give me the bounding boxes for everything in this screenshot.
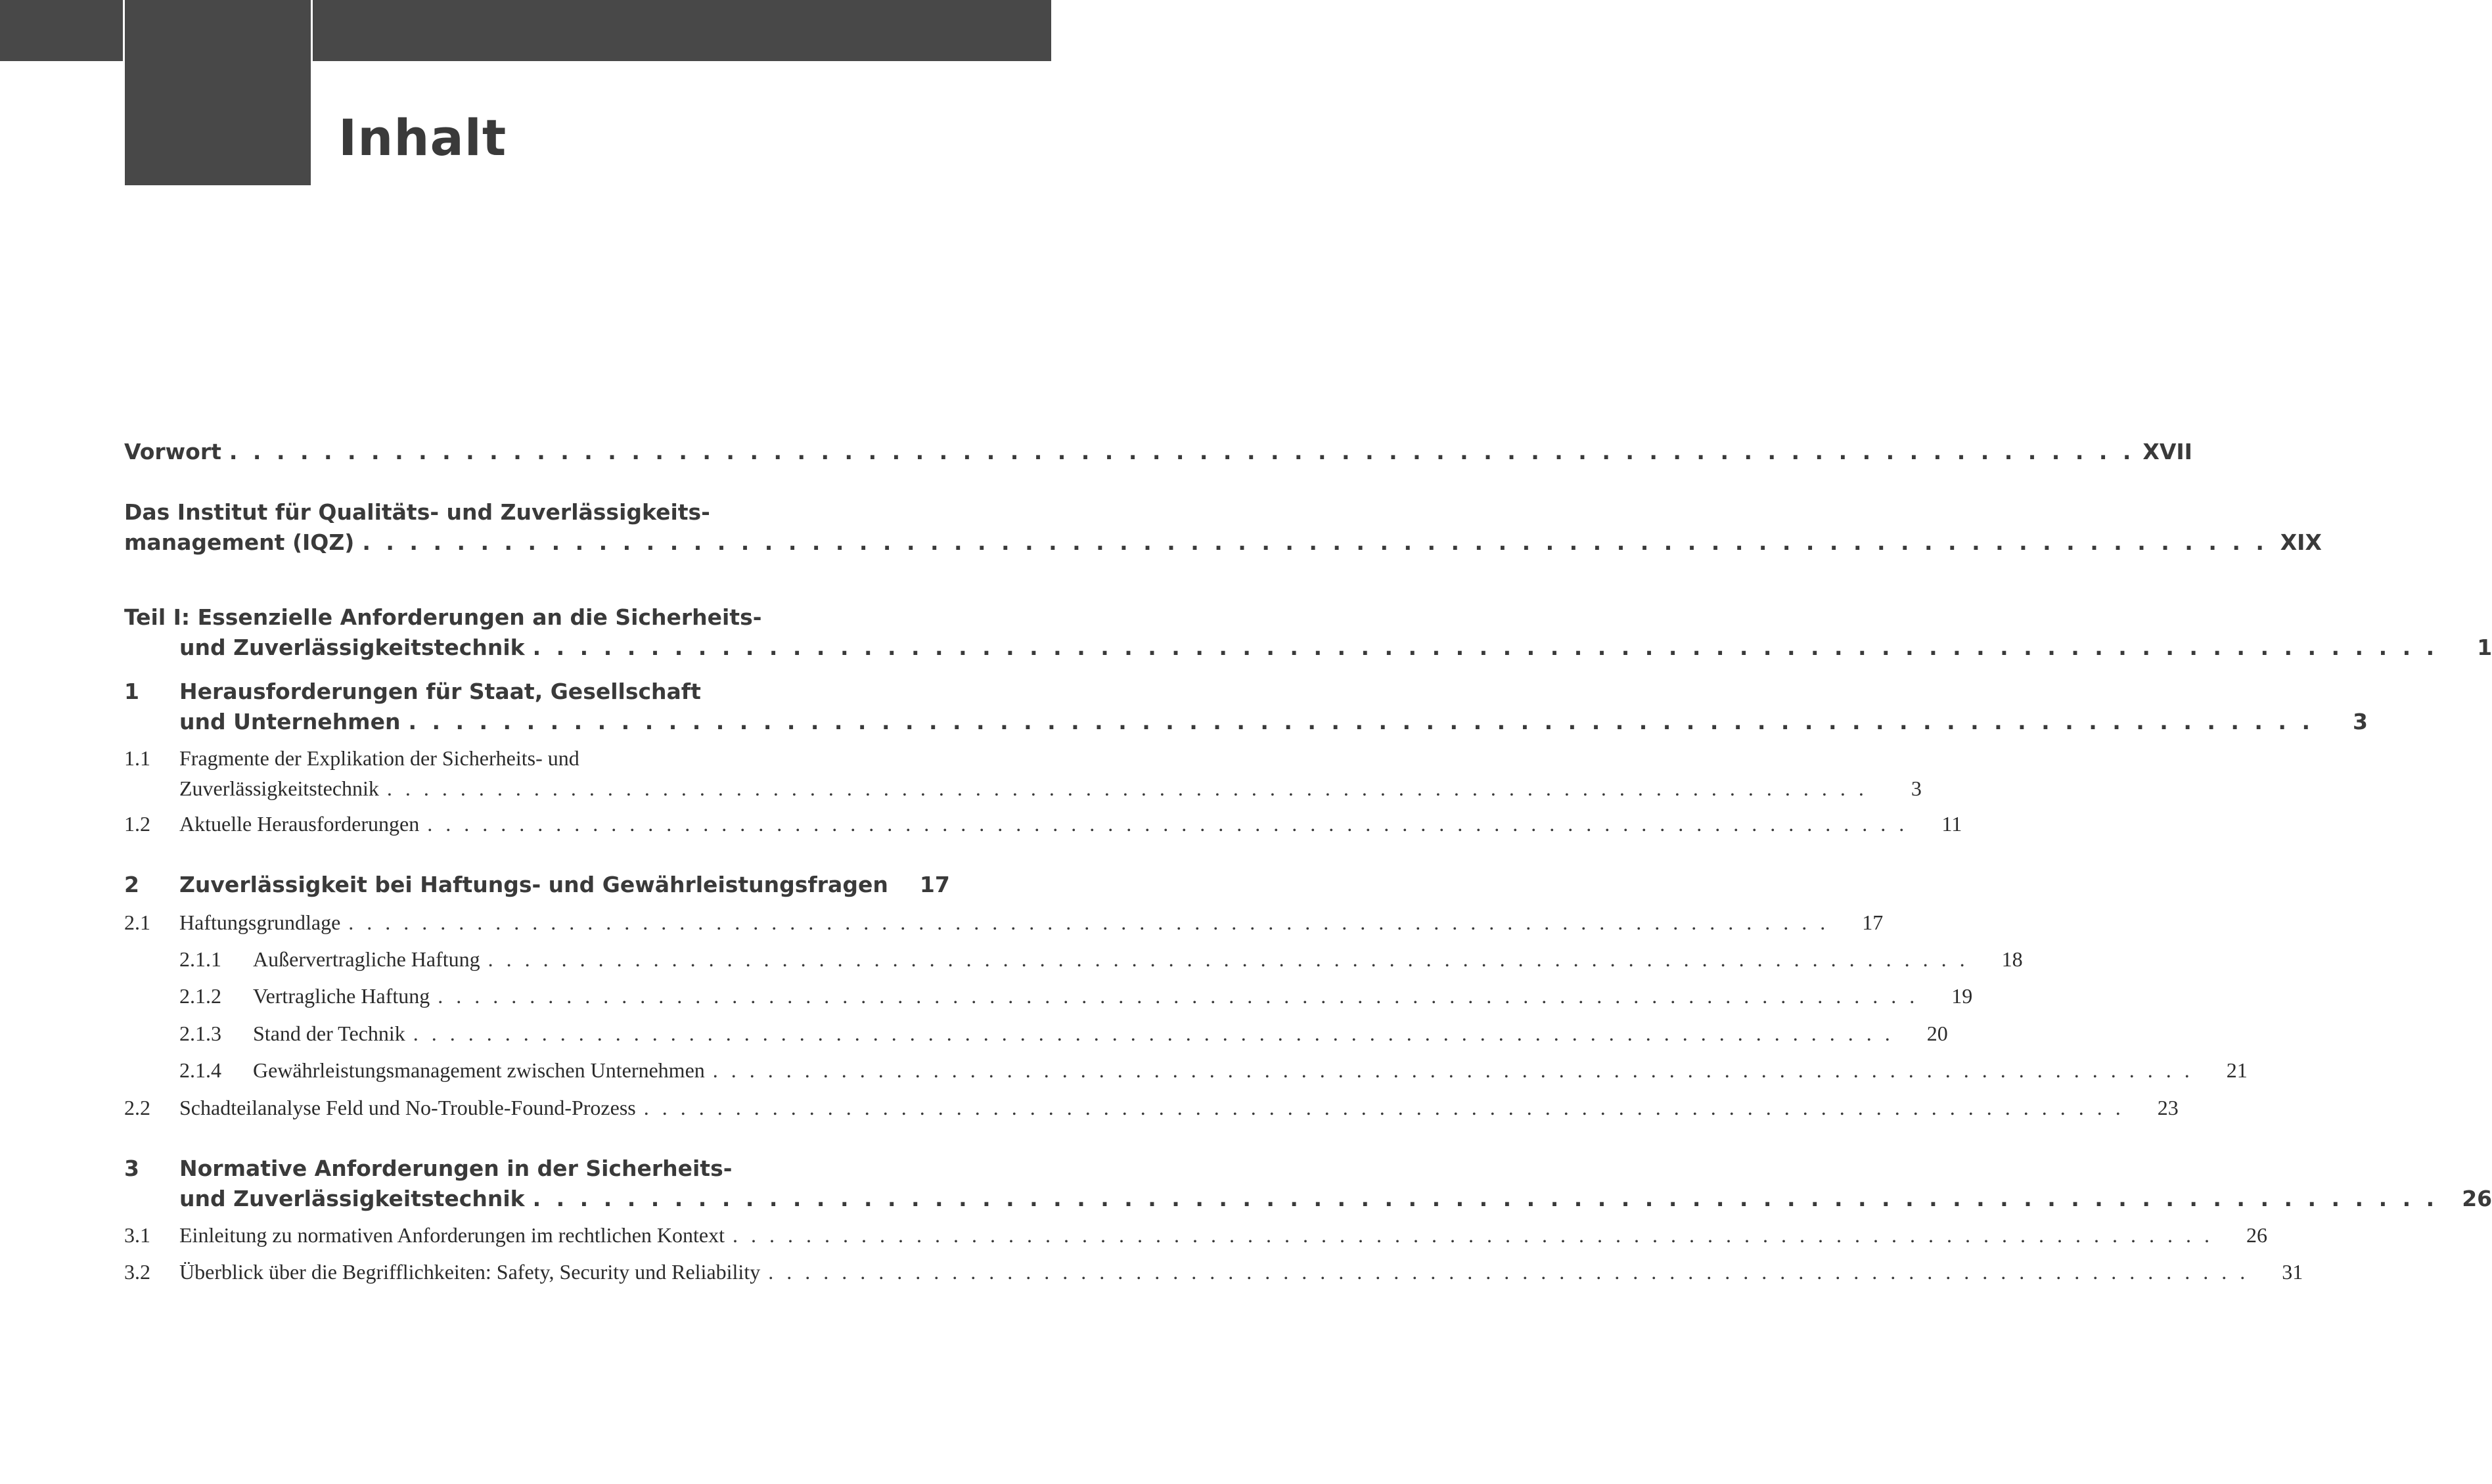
toc-number: 1 [124, 679, 139, 704]
toc-entry-2-1[interactable] [124, 911, 1884, 941]
toc-number: 3 [124, 1156, 139, 1181]
toc-label: Überblick über die Begrifflichkeiten: Safety, Security und Reliability [179, 1260, 761, 1284]
toc-entry-chapter-1[interactable] [124, 679, 2368, 739]
toc-label: und Zuverlässigkeitstechnik [179, 1186, 525, 1211]
toc-label: management (IQZ) [124, 529, 355, 555]
toc-label: Stand der Technik [253, 1022, 405, 1045]
toc-label: Vertragliche Haftung [253, 984, 430, 1008]
toc-label: Normative Anforderungen in der Sicherheits- [179, 1156, 733, 1181]
toc-entry-2-2[interactable] [124, 1096, 2179, 1126]
toc-entry-2-1-3[interactable] [124, 1022, 1948, 1052]
toc-number: 2.2 [124, 1096, 150, 1119]
toc-number: 2.1.2 [179, 984, 221, 1008]
dot-leader: . . . . . . . . . . . . . . . . . . . . . . . . . . . . . . . . . . . . . . . . . . . . . . . . . . . . . . . . . . . . . . . . . . . . . . . . . . . . . . . . . [712, 1058, 2194, 1082]
dot-leader: . . . . . . . . . . . . . . . . . . . . . . . . . . . . . . . . . . . . . . . . . . . . . . . . . . . . . . . . . . . . . . . . . . . . . . . . . . . . . . . . . [643, 1096, 2125, 1119]
toc-entry-1-1[interactable] [124, 746, 1922, 807]
toc-label: Schadteilanalyse Feld und No-Trouble-Found-Prozess [179, 1096, 636, 1119]
toc-number: 2.1.3 [179, 1022, 221, 1045]
toc-label: und Unternehmen [179, 709, 401, 734]
toc-label: Zuverlässigkeit bei Haftungs- und Gewährleistungsfragen [179, 872, 888, 897]
toc-entry-chapter-3[interactable] [124, 1156, 2492, 1216]
toc-page: XVII [2142, 439, 2192, 464]
toc-page: 20 [1926, 1022, 1948, 1045]
toc-label: Aktuelle Herausforderungen [179, 812, 420, 836]
toc-number: 3.2 [124, 1260, 150, 1284]
toc-page: 11 [1941, 812, 1962, 836]
dot-leader: . . . . . . . . . . . . . . . . . . . . . . . . . . . . . . . . . . . . . . . . . . . . . . . . . . . . . . . . . . . . . . . . . . . . . . . . . . . . . . . . . [532, 635, 2439, 660]
dot-leader: . . . . . . . . . . . . . . . . . . . . . . . . . . . . . . . . . . . . . . . . . . . . . . . . . . . . . . . . . . . . . . . . . . . . . . . . . . . . . . . . . [362, 529, 2268, 555]
dot-leader: . . . . . . . . . . . . . . . . . . . . . . . . . . . . . . . . . . . . . . . . . . . . . . . . . . . . . . . . . . . . . . . . . . . . . . . . . . . . . . . . . [427, 812, 1909, 836]
toc-entry-chapter-2[interactable] [124, 872, 950, 902]
toc-page: 3 [1911, 776, 1922, 800]
dot-leader: . . . . . . . . . . . . . . . . . . . . . . . . . . . . . . . . . . . . . . . . . . . . . . . . . . . . . . . . . . . . . . . . . . . . . . . . . . . . . . . . . [348, 911, 1830, 934]
toc-label: Haftungsgrundlage [179, 911, 341, 934]
dot-leader: . . . . . . . . . . . . . . . . . . . . . . . . . . . . . . . . . . . . . . . . . . . . . . . . . . . . . . . . . . . . . . . . . . . . . . . . . . . . . . . . . [413, 1022, 1894, 1045]
toc-label: Außervertragliche Haftung [253, 947, 480, 971]
toc-label: Teil I: Essenzielle Anforderungen an die Sicherheits- [124, 604, 762, 630]
toc-page: 26 [2246, 1223, 2267, 1247]
toc-label: Gewährleistungsmanagement zwischen Unternehmen [253, 1058, 705, 1082]
toc-number: 2 [124, 872, 139, 897]
toc-number: 2.1.4 [179, 1058, 221, 1082]
header-block [125, 0, 311, 185]
toc-entry-teil-1[interactable] [124, 604, 2492, 665]
toc-page: 17 [1862, 911, 1884, 934]
toc-page: 26 [2462, 1186, 2492, 1211]
toc-number: 1.2 [124, 812, 150, 836]
toc-number: 3.1 [124, 1223, 150, 1247]
toc-label: Zuverlässigkeitstechnik [179, 776, 379, 800]
toc-page: 23 [2157, 1096, 2179, 1119]
toc-label: Einleitung zu normativen Anforderungen im rechtlichen Kontext [179, 1223, 725, 1247]
toc-label: Vorwort [124, 439, 221, 464]
toc-page: 17 [919, 872, 950, 897]
header-bar-left [0, 0, 123, 61]
header-bar-right [313, 0, 1051, 61]
toc-entry-3-1[interactable] [124, 1223, 2267, 1253]
toc-entry-vorwort[interactable] [124, 439, 2192, 469]
toc-page: 31 [2282, 1260, 2303, 1284]
dot-leader: . . . . . . . . . . . . . . . . . . . . . . . . . . . . . . . . . . . . . . . . . . . . . . . . . . . . . . . . . . . . . . . . . . . . . . . . . . . . . . . . . [732, 1223, 2213, 1247]
toc-page: 18 [2001, 947, 2023, 971]
toc-page: 1 [2477, 635, 2492, 660]
toc-number: 2.1 [124, 911, 150, 934]
dot-leader: . . . . . . . . . . . . . . . . . . . . . . . . . . . . . . . . . . . . . . . . . . . . . . . . . . . . . . . . . . . . . . . . . . . . . . . . . . . . . . . . . [408, 709, 2314, 734]
toc-entry-institut[interactable] [124, 499, 2322, 560]
toc-entry-3-2[interactable] [124, 1260, 2303, 1290]
toc-label: Das Institut für Qualitäts- und Zuverlässigkeits- [124, 499, 710, 525]
dot-leader: . . . . . . . . . . . . . . . . . . . . . . . . . . . . . . . . . . . . . . . . . . . . . . . . . . . . . . . . . . . . . . . . . . . . . . . . . . . . . . . . . [386, 776, 1868, 800]
dot-leader: . . . . . . . . . . . . . . . . . . . . . . . . . . . . . . . . . . . . . . . . . . . . . . . . . . . . . . . . . . . . . . . . . . . . . . . . . . . . . . . . . [229, 439, 2135, 464]
toc-page: 21 [2226, 1058, 2248, 1082]
toc-entry-2-1-2[interactable] [124, 984, 1973, 1014]
dot-leader: . . . . . . . . . . . . . . . . . . . . . . . . . . . . . . . . . . . . . . . . . . . . . . . . . . . . . . . . . . . . . . . . . . . . . . . . . . . . . . . . . [532, 1186, 2439, 1211]
toc-entry-1-2[interactable] [124, 812, 1962, 842]
dot-leader: . . . . . . . . . . . . . . . . . . . . . . . . . . . . . . . . . . . . . . . . . . . . . . . . . . . . . . . . . . . . . . . . . . . . . . . . . . . . . . . . . [438, 984, 1919, 1008]
toc-entry-2-1-4[interactable] [124, 1058, 2248, 1089]
toc-number: 2.1.1 [179, 947, 221, 971]
dot-leader: . . . . . . . . . . . . . . . . . . . . . . . . . . . . . . . . . . . . . . . . . . . . . . . . . . . . . . . . . . . . . . . . . . . . . . . . . . . . . . . . . [487, 947, 1969, 971]
toc-label: Fragmente der Explikation der Sicherheits- und [179, 746, 579, 770]
toc-number: 1.1 [124, 746, 150, 770]
dot-leader: . . . . . . . . . . . . . . . . . . . . . . . . . . . . . . . . . . . . . . . . . . . . . . . . . . . . . . . . . . . . . . . . . . . . . . . . . . . . . . . . . [768, 1260, 2250, 1284]
toc-label: Herausforderungen für Staat, Gesellschaft [179, 679, 701, 704]
toc-page: 3 [2353, 709, 2368, 734]
toc-page: XIX [2280, 529, 2322, 555]
toc-entry-2-1-1[interactable] [124, 947, 2023, 978]
toc-label: und Zuverlässigkeitstechnik [179, 635, 525, 660]
toc-page: 19 [1951, 984, 1973, 1008]
page-title: Inhalt [338, 108, 507, 167]
